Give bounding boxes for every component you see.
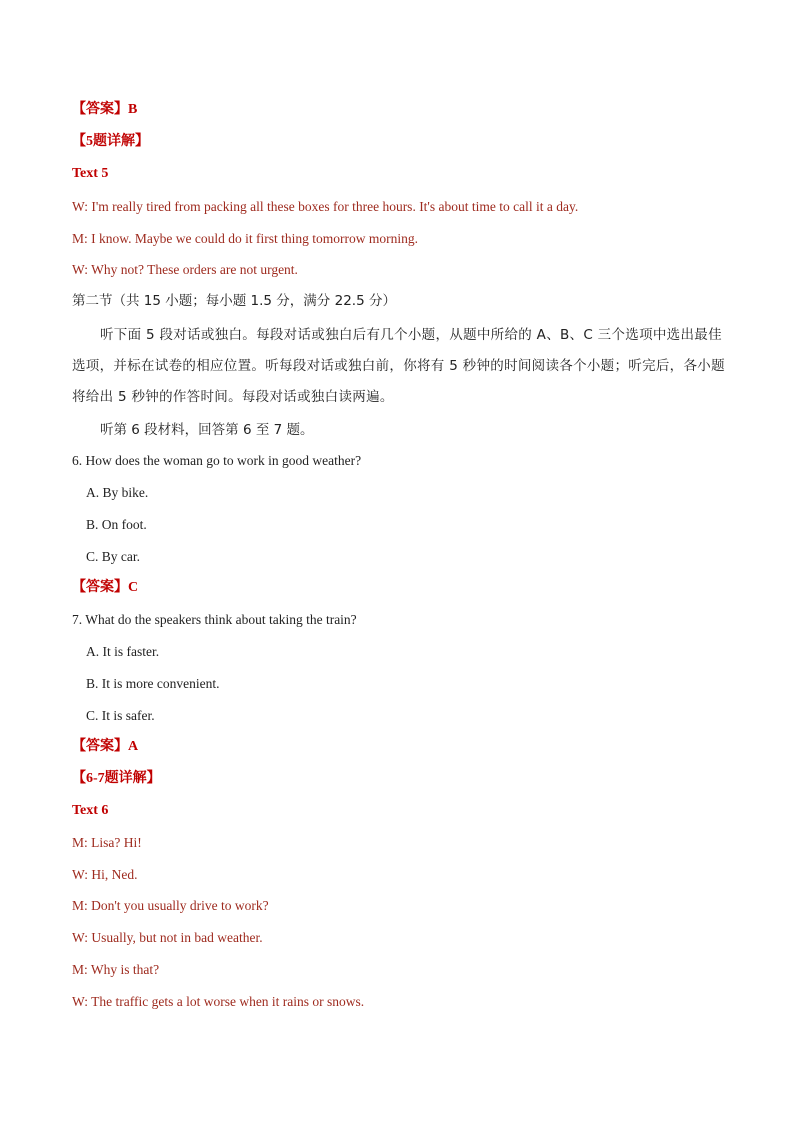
text-heading-5: Text 5 — [72, 166, 109, 181]
question-7: 7. What do the speakers think about taking the train? — [72, 612, 357, 627]
question-6: 6. How does the woman go to work in good weather? — [72, 453, 362, 468]
dialog-line: M: Why is that? — [72, 962, 160, 977]
answer-label-4: 【答案】B — [72, 102, 138, 117]
dialog-line: W: Usually, but not in bad weather. — [72, 930, 263, 945]
text-heading-6: Text 6 — [72, 803, 109, 818]
dialog-line: W: Why not? These orders are not urgent. — [72, 262, 298, 277]
detail-heading-5: 【5题详解】 — [72, 134, 149, 149]
answer-label-7: 【答案】A — [72, 739, 139, 754]
answer-label-6: 【答案】C — [72, 580, 139, 595]
dialog-line: W: I'm really tired from packing all these boxes for three hours. It's about time to call it a day. — [72, 199, 579, 214]
section-heading: 第二节（共 15 小题；每小题 1.5 分，满分 22.5 分） — [72, 293, 396, 309]
instructions-paragraph: 听下面 5 段对话或独白。每段对话或独白后有几个小题，从题中所给的 A、B、C 三个选项中选出最佳选项，并标在试卷的相应位置。听每段对话或独白前，你将有 5 秒钟的时间阅读各个小题；听完后，各小题将给出 5 秒钟的作答时间。每段对话或独白读两遍。 — [72, 327, 725, 405]
option-7b: B. It is more convenient. — [86, 676, 220, 691]
dialog-line: W: The traffic gets a lot worse when it rains or snows. — [72, 994, 365, 1009]
option-7c: C. It is safer. — [86, 708, 155, 723]
dialog-line: M: Lisa? Hi! — [72, 835, 142, 850]
dialog-line: W: Hi, Ned. — [72, 867, 138, 882]
listen-instruction: 听第 6 段材料，回答第 6 至 7 题。 — [100, 422, 314, 438]
option-6c: C. By car. — [86, 549, 140, 564]
dialog-line: M: I know. Maybe we could do it first thing tomorrow morning. — [72, 231, 418, 246]
option-6a: A. By bike. — [86, 485, 149, 500]
detail-heading-6-7: 【6-7题详解】 — [72, 771, 161, 786]
option-7a: A. It is faster. — [86, 644, 160, 659]
dialog-line: M: Don't you usually drive to work? — [72, 898, 269, 913]
option-6b: B. On foot. — [86, 517, 147, 532]
